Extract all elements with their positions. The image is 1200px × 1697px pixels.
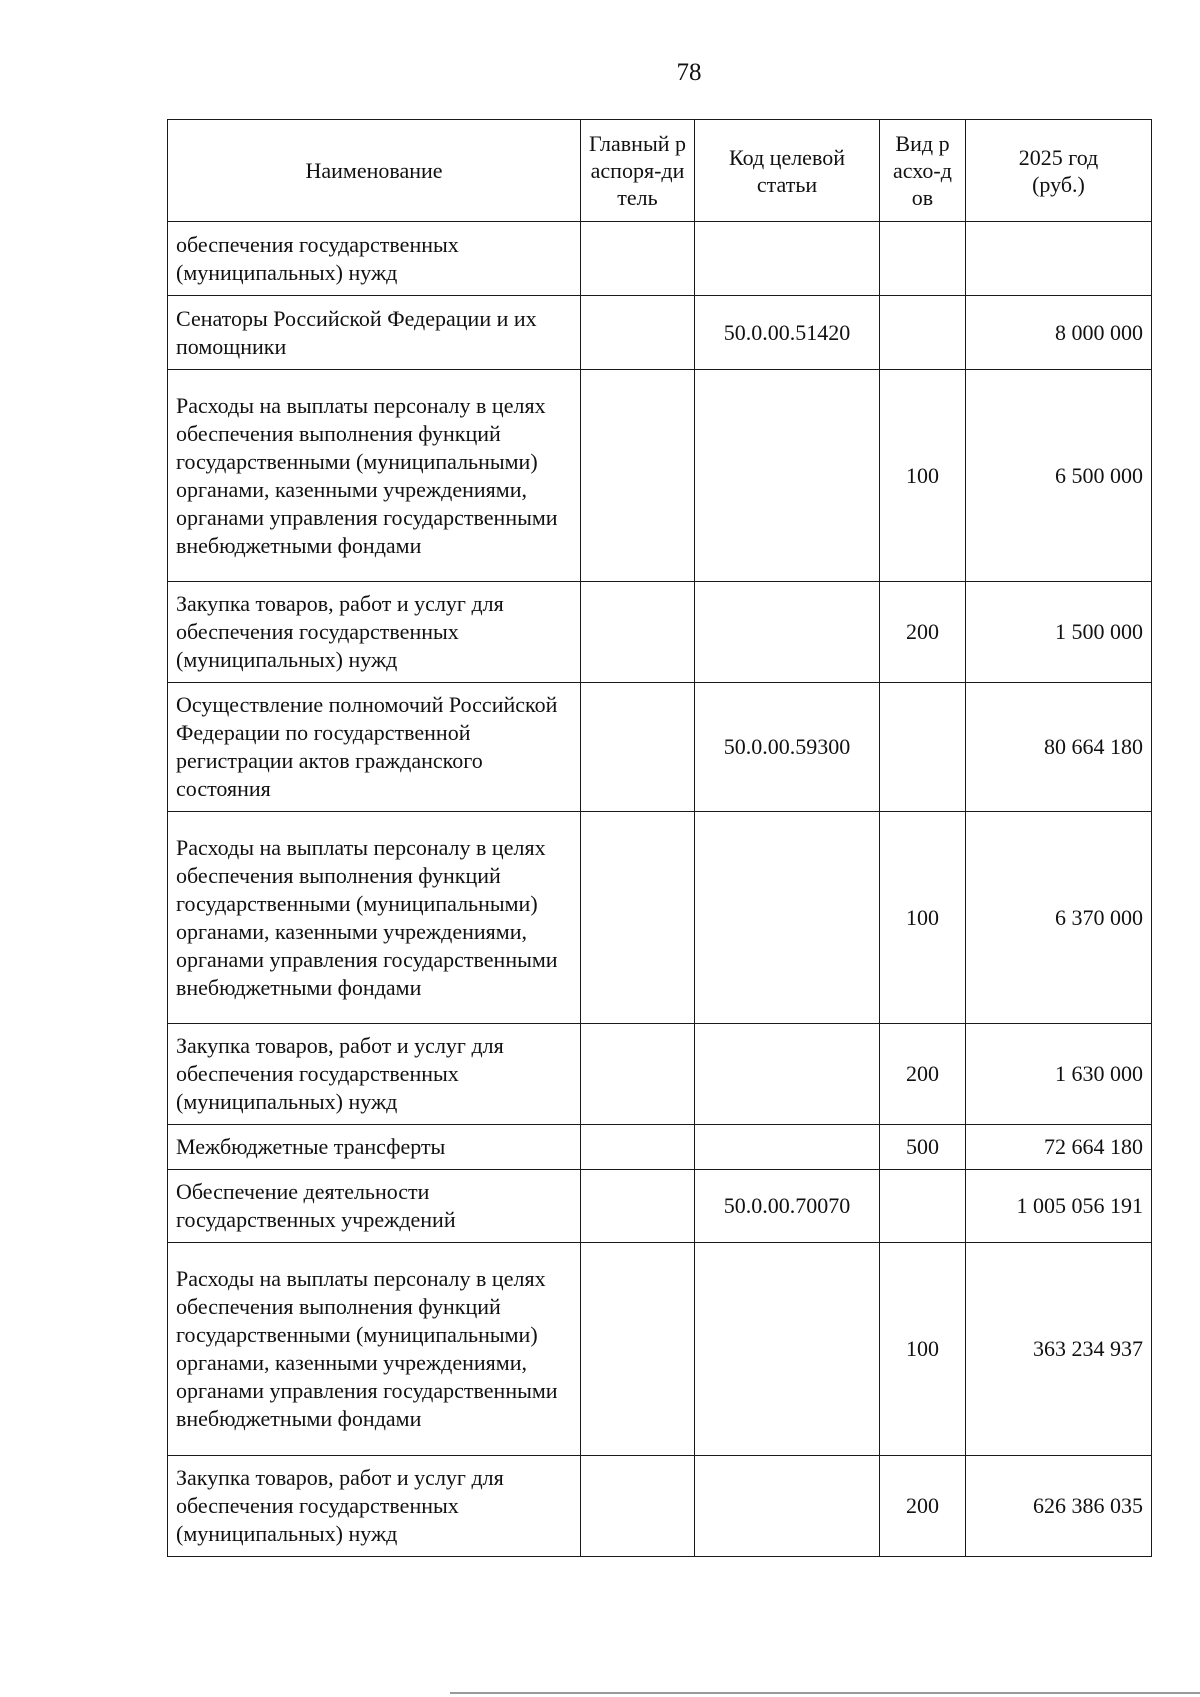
row-main-manager [581,1125,695,1170]
row-main-manager [581,222,695,296]
row-expense-type: 100 [880,812,966,1024]
row-amount: 72 664 180 [966,1125,1152,1170]
header-target-code-text: Код целевой статьи [729,144,845,197]
row-amount [966,222,1152,296]
row-main-manager [581,582,695,683]
row-target-code [695,370,880,582]
table-row [168,812,1152,1024]
row-expense-type: 200 [880,1456,966,1557]
row-expense-type: 500 [880,1125,966,1170]
row-expense-type [880,222,966,296]
row-name: Закупка товаров, работ и услуг для обеспечения государственных (муниципальных) нужд [168,582,581,683]
row-main-manager [581,1456,695,1557]
header-year-amount [966,120,1152,222]
table-row [168,296,1152,370]
row-expense-type [880,683,966,812]
row-target-code [695,1024,880,1125]
row-amount: 80 664 180 [966,683,1152,812]
row-main-manager [581,1170,695,1243]
row-amount: 6 500 000 [966,370,1152,582]
row-name: Расходы на выплаты персоналу в целях обеспечения выполнения функций государственными (муниципальными) органами, казенными учреждениями, органами управления государственными внебюджетными фондами [168,1243,581,1456]
row-name: Расходы на выплаты персоналу в целях обеспечения выполнения функций государственными (муниципальными) органами, казенными учреждениями, органами управления государственными внебюджетными фондами [168,370,581,582]
row-target-code [695,1243,880,1456]
header-expense-type-text: Вид расхо-дов [893,131,952,210]
table-row [168,370,1152,582]
row-amount: 363 234 937 [966,1243,1152,1456]
row-expense-type: 200 [880,1024,966,1125]
row-amount: 1 005 056 191 [966,1170,1152,1243]
row-main-manager [581,296,695,370]
row-name: Закупка товаров, работ и услуг для обеспечения государственных (муниципальных) нужд [168,1456,581,1557]
header-main-manager [581,120,695,222]
row-main-manager [581,683,695,812]
row-name: Межбюджетные трансферты [168,1125,581,1170]
row-target-code [695,582,880,683]
table-row [168,1243,1152,1456]
row-expense-type: 100 [880,1243,966,1456]
row-expense-type: 200 [880,582,966,683]
row-target-code: 50.0.00.70070 [695,1170,880,1243]
table-row [168,1125,1152,1170]
row-name: Расходы на выплаты персоналу в целях обеспечения выполнения функций государственными (муниципальными) органами, казенными учреждениями, органами управления государственными внебюджетными фондами [168,812,581,1024]
header-main-manager-text: Главный распоря-дитель [588,131,687,210]
row-amount: 1 500 000 [966,582,1152,683]
row-target-code: 50.0.00.51420 [695,296,880,370]
page-number: 78 [676,59,702,86]
page-bottom-rule [450,1692,1200,1694]
header-target-code [695,120,880,222]
row-main-manager [581,812,695,1024]
row-expense-type [880,1170,966,1243]
table-row [168,1024,1152,1125]
budget-table [167,119,1152,1557]
row-main-manager [581,1024,695,1125]
row-name: Закупка товаров, работ и услуг для обеспечения государственных (муниципальных) нужд [168,1024,581,1125]
header-year-amount-text: 2025 год (руб.) [1018,144,1099,197]
table-row [168,683,1152,812]
row-main-manager [581,1243,695,1456]
row-name: Сенаторы Российской Федерации и их помощники [168,296,581,370]
row-expense-type [880,296,966,370]
row-target-code [695,222,880,296]
row-name: Осуществление полномочий Российской Федерации по государственной регистрации актов гражданского состояния [168,683,581,812]
header-expense-type [880,120,966,222]
header-name: Наименование [168,120,581,222]
row-amount: 8 000 000 [966,296,1152,370]
row-amount: 626 386 035 [966,1456,1152,1557]
row-expense-type: 100 [880,370,966,582]
table-row [168,222,1152,296]
row-main-manager [581,370,695,582]
row-name: обеспечения государственных (муниципальных) нужд [168,222,581,296]
row-target-code [695,1456,880,1557]
row-amount: 6 370 000 [966,812,1152,1024]
table-row [168,582,1152,683]
table-header-row [168,120,1152,222]
row-amount: 1 630 000 [966,1024,1152,1125]
row-target-code [695,812,880,1024]
row-target-code [695,1125,880,1170]
row-target-code: 50.0.00.59300 [695,683,880,812]
table-row [168,1170,1152,1243]
row-name: Обеспечение деятельности государственных учреждений [168,1170,581,1243]
table-row [168,1456,1152,1557]
